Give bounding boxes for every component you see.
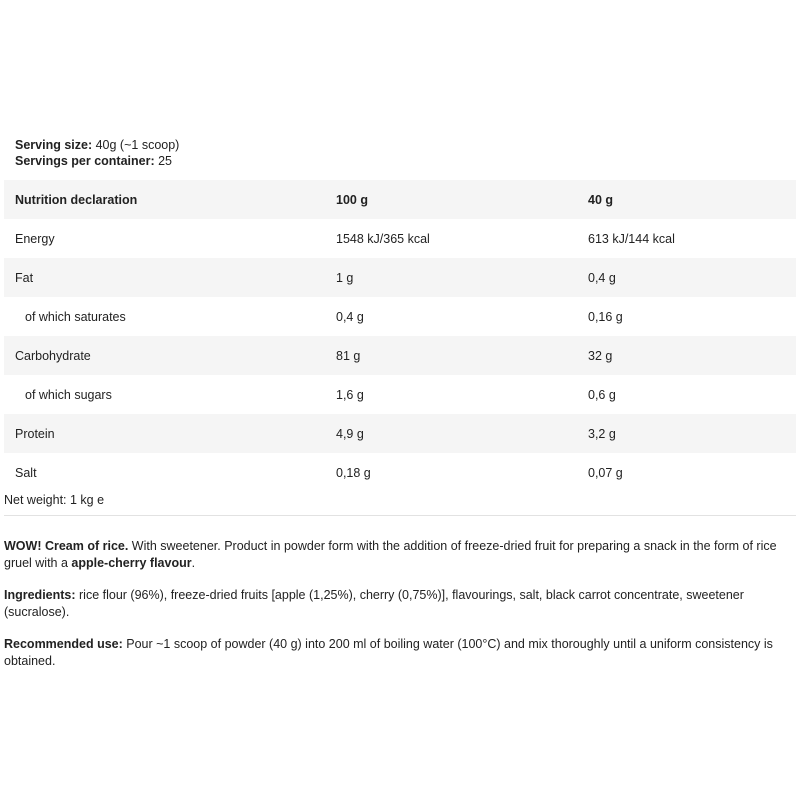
serving-size [15, 137, 179, 153]
value-per-40g: 32 g [588, 348, 613, 363]
value-per-100g: 1,6 g [336, 387, 364, 402]
header-per-40g: 40 g [588, 192, 614, 207]
table-row [4, 453, 796, 492]
value-per-100g: 0,4 g [336, 309, 364, 324]
nutrient-name: Salt [15, 465, 37, 480]
ingredients [4, 587, 794, 620]
servings-per-container-label: Servings per container: [15, 154, 155, 168]
value-per-40g: 0,07 g [588, 465, 623, 480]
flavour-name: apple-cherry flavour [71, 555, 192, 570]
ingredients-label: Ingredients: [4, 588, 76, 602]
table-row [4, 336, 796, 375]
recommended-use-label: Recommended use: [4, 637, 123, 651]
nutrient-name: Energy [15, 231, 55, 246]
product-name: WOW! Cream of rice. [4, 539, 129, 553]
header-nutrition-declaration: Nutrition declaration [15, 192, 138, 207]
servings-per-container [15, 153, 179, 169]
description-tail: . [191, 555, 196, 570]
net-weight: Net weight: 1 kg e [4, 493, 105, 507]
divider [4, 515, 796, 516]
value-per-40g: 0,4 g [588, 270, 616, 285]
value-per-100g: 1 g [336, 270, 354, 285]
value-per-100g: 1548 kJ/365 kcal [336, 231, 430, 246]
ingredients-text: rice flour (96%), freeze-dried fruits [apple (1,25%), cherry (0,75%)], flavourings, salt, black carrot concentrate, sweetener (sucralose). [4, 588, 744, 619]
nutrient-name: of which saturates [25, 309, 126, 324]
table-row [4, 258, 796, 297]
nutrient-name: Carbohydrate [15, 348, 91, 363]
value-per-40g: 0,6 g [588, 387, 616, 402]
value-per-40g: 3,2 g [588, 426, 616, 441]
serving-size-value: 40g (~1 scoop) [92, 138, 180, 152]
serving-info [15, 137, 179, 169]
nutrient-name: Protein [15, 426, 55, 441]
recommended-use [4, 636, 794, 669]
serving-size-label: Serving size: [15, 138, 93, 152]
nutrition-table [4, 180, 796, 492]
table-row [4, 375, 796, 414]
value-per-100g: 81 g [336, 348, 361, 363]
nutrient-name: Fat [15, 270, 34, 285]
table-header-row [4, 180, 796, 219]
header-per-100g: 100 g [336, 192, 368, 207]
table-row [4, 219, 796, 258]
value-per-100g: 4,9 g [336, 426, 364, 441]
nutrient-name: of which sugars [25, 387, 112, 402]
description-text: With sweetener. Product in powder form with the addition of freeze-dried fruit for preparing a snack in the form of rice gruel with a [4, 539, 777, 570]
recommended-use-text: Pour ~1 scoop of powder (40 g) into 200 ml of boiling water (100°C) and mix thoroughly until a uniform consistency is obtained. [4, 637, 773, 668]
table-row [4, 414, 796, 453]
value-per-100g: 0,18 g [336, 465, 371, 480]
value-per-40g: 0,16 g [588, 309, 623, 324]
table-row [4, 297, 796, 336]
value-per-40g: 613 kJ/144 kcal [588, 231, 675, 246]
servings-per-container-value: 25 [154, 154, 173, 168]
product-description [4, 538, 794, 571]
